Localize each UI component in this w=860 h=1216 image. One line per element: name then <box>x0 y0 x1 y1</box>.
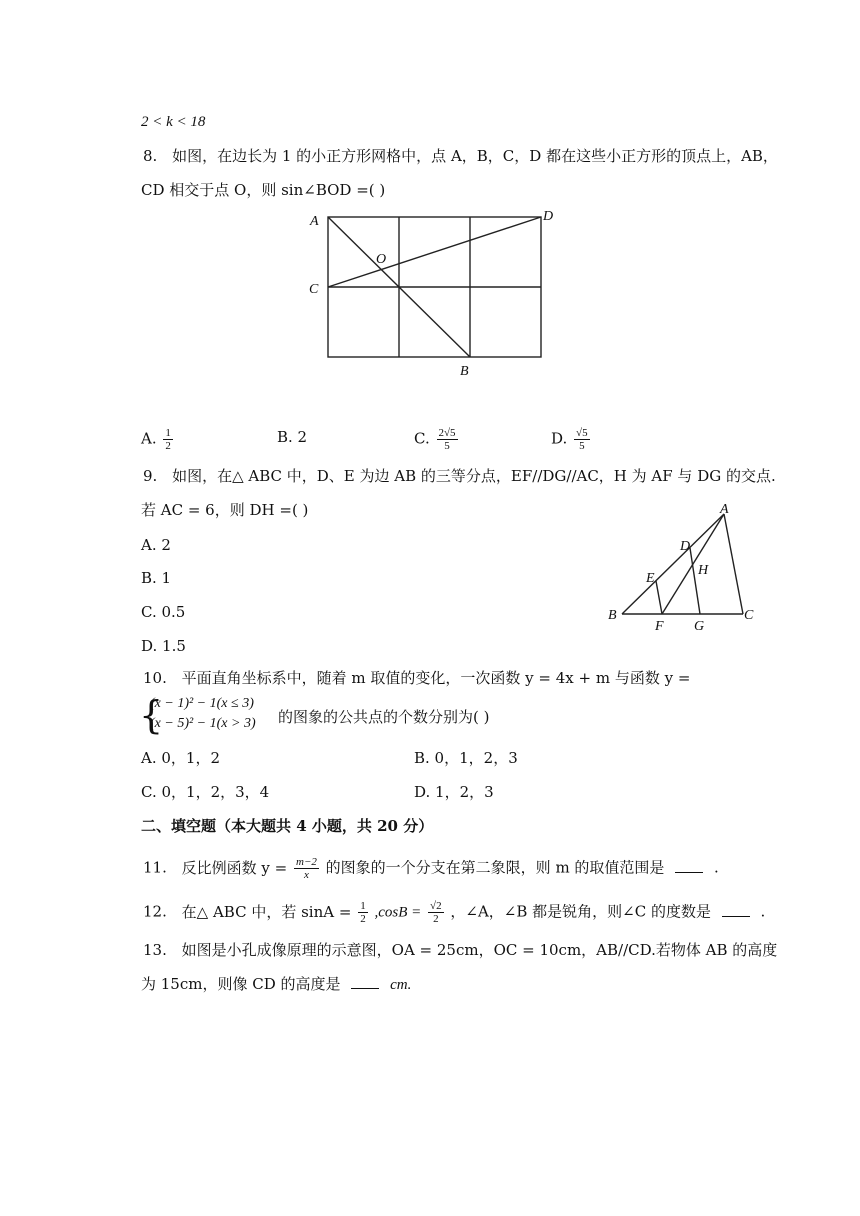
q12-end: . <box>760 902 766 921</box>
q9-label-f: F <box>655 619 664 634</box>
q9-label-h: H <box>698 563 709 578</box>
q8-label-a: A <box>310 214 319 229</box>
q9-label-e: E <box>646 571 655 586</box>
q12-mid: ,cosB = <box>374 904 422 921</box>
q11-post: 的图象的一个分支在第二象限，则 m 的取值范围是 <box>325 858 665 877</box>
q10-case-2: (x − 5)² − 1(x > 3) <box>150 716 256 731</box>
q12-answer-blank[interactable] <box>722 902 750 917</box>
q12-frac2-num: √2 <box>430 900 442 912</box>
q8-line1 <box>143 146 778 166</box>
q13-answer-blank[interactable] <box>351 974 379 989</box>
q12-line <box>143 900 765 925</box>
q8-option-a[interactable] <box>141 427 175 452</box>
q8-option-a-num: 1 <box>165 427 171 439</box>
q12-frac1-num: 1 <box>360 900 366 912</box>
q9-option-b[interactable]: B. 1 <box>141 569 172 587</box>
q8-option-c[interactable] <box>414 427 460 452</box>
q9-line1 <box>143 466 776 486</box>
q11-frac-num: m−2 <box>296 856 317 868</box>
q10-option-c[interactable]: C. 0，1，2，3，4 <box>141 783 270 801</box>
q8-option-d-num: √5 <box>576 427 588 439</box>
q13-line2 <box>141 974 411 995</box>
q9-line2: 若 AC = 6，则 DH =( ) <box>141 501 309 519</box>
q8-option-d-den: 5 <box>579 440 585 452</box>
q8-option-c-num: 2√5 <box>438 427 456 439</box>
q13-text-1: 如图是小孔成像原理的示意图，OA = 25cm，OC = 10cm，AB//CD.若物体 AB 的高度 <box>181 941 778 959</box>
q9-label-g: G <box>694 619 705 634</box>
q10-option-d[interactable]: D. 1，2，3 <box>414 783 494 801</box>
q9-text-1: 如图，在△ ABC 中，D、E 为边 AB 的三等分点，EF//DG//AC，H 为 AF 与 DG 的交点. <box>172 467 776 485</box>
q9-label-a: A <box>720 502 729 517</box>
q9-option-d[interactable]: D. 1.5 <box>141 637 186 655</box>
q8-option-d[interactable] <box>551 427 592 452</box>
q8-option-c-label: C. <box>414 429 430 448</box>
q12-frac2-den: 2 <box>433 913 439 925</box>
previous-answer: 2 < k < 18 <box>141 114 206 130</box>
q13-line1 <box>143 940 777 960</box>
q9-label-b: B <box>608 608 617 623</box>
q12-post: ，∠A，∠B 都是锐角，则∠C 的度数是 <box>450 902 711 921</box>
q13-line2-pre: 为 15cm，则像 CD 的高度是 <box>141 975 341 993</box>
q11-pre: 反比例函数 y = <box>181 858 288 877</box>
q8-label-b: B <box>460 364 469 379</box>
q8-line2: CD 相交于点 O，则 sin∠BOD =( ) <box>141 181 386 199</box>
q9-label-c: C <box>744 608 754 623</box>
section-2-heading: 二、填空题（本大题共 4 小题，共 20 分） <box>141 817 434 835</box>
q11-answer-blank[interactable] <box>675 858 703 873</box>
q12-pre: 在△ ABC 中，若 sinA = <box>181 902 352 921</box>
q8-label-d: D <box>543 209 554 224</box>
q13-number: 13. <box>143 941 167 959</box>
q8-option-a-label: A. <box>141 429 157 448</box>
q11-frac-den: x <box>304 869 309 881</box>
q10-tail: 的图象的公共点的个数分别为( ) <box>278 708 490 726</box>
q8-label-o: O <box>376 252 387 267</box>
q13-line2-post: cm. <box>390 977 412 993</box>
q10-case-1: (x − 1)² − 1(x ≤ 3) <box>150 696 254 711</box>
q10-text-1: 平面直角坐标系中，随着 m 取值的变化，一次函数 y = 4x + m 与函数 y = <box>181 669 691 687</box>
q8-option-d-label: D. <box>551 429 568 448</box>
q10-number: 10. <box>143 669 167 687</box>
q10-option-b[interactable]: B. 0，1，2，3 <box>414 749 518 767</box>
q10-option-a[interactable]: A. 0，1，2 <box>141 749 220 767</box>
q9-triangle-figure <box>600 500 765 635</box>
q11-end: . <box>714 858 719 877</box>
q10-line1 <box>143 668 690 688</box>
q8-option-a-den: 2 <box>165 440 171 452</box>
q8-label-c: C <box>309 282 319 297</box>
q8-option-b[interactable]: B. 2 <box>277 428 308 446</box>
q8-text-1: 如图，在边长为 1 的小正方形网格中，点 A，B，C，D 都在这些小正方形的顶点上，AB， <box>172 147 778 165</box>
q9-label-d: D <box>680 539 691 554</box>
q8-grid-figure <box>300 205 570 385</box>
q9-number: 9. <box>143 467 158 485</box>
q9-option-c[interactable]: C. 0.5 <box>141 603 186 621</box>
q10-brace: { <box>139 693 164 737</box>
q8-number: 8. <box>143 147 158 165</box>
q12-frac1-den: 2 <box>360 913 366 925</box>
q9-option-a[interactable]: A. 2 <box>141 536 171 554</box>
q11-line <box>143 856 719 881</box>
q11-number: 11. <box>143 858 167 877</box>
q12-number: 12. <box>143 902 167 921</box>
q8-option-c-den: 5 <box>444 440 450 452</box>
